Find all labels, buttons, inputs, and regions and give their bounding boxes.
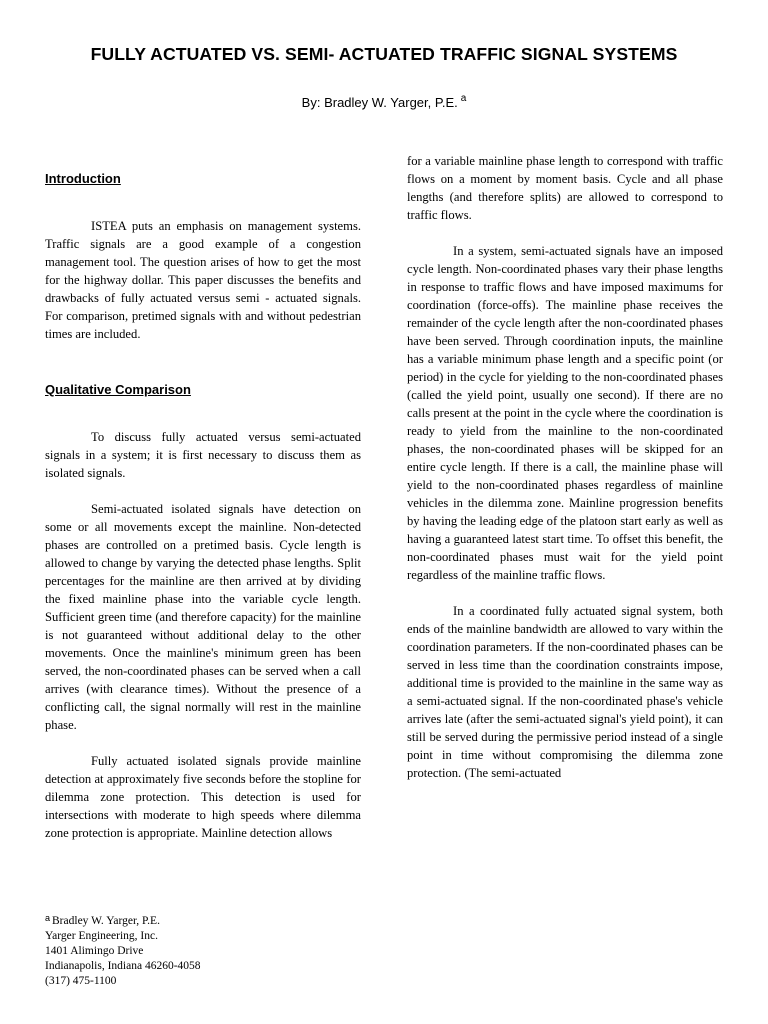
footnote-line-name <box>45 911 365 929</box>
footnote-city: Indianapolis, Indiana 46260-4058 <box>45 960 201 972</box>
paragraph-fully-actuated-isolated: Fully actuated isolated signals provide mainline detection at approximately five seconds before the stopline for dilemma zone protection. This detection is used for intersections with moderate to high speeds where dilemma zone protection is appropriate. Mainline detection allows <box>45 754 361 840</box>
footnote-street: 1401 Alimingo Drive <box>45 945 144 957</box>
paragraph-fully-actuated-system: In a coordinated fully actuated signal system, both ends of the mainline bandwidth are allowed to vary within the coordination parameters. If the non-coordinated phases can be served in less time than the coordination constraints impose, additional time is provided to the mainline in the same way as a semi-actuated signal. If the non-coordinated phase's vehicle arrives late (after the semi-actuated signal's yield point), it can still be served during the permissive period instead of a single point in time without compromising the dilemma zone protection. (The semi-actuated <box>407 604 723 780</box>
paragraph-semi-actuated-system: In a system, semi-actuated signals have an imposed cycle length. Non-coordinated phases vary their phase lengths in response to traffic flows and have imposed maximums for coordination (force-offs). The mainline phase receives the remainder of the cycle length after the non-coordinated phases have been served. Through coordination inputs, the mainline has a variable minimum phase length and a specific point (or period) in the cycle for yielding to the non-coordinated phases (called the yield point, usually one second). If there are no calls present at the point in the cycle where the coordination is ready to yield from the mainline to the non-coordinated phases, the non-coordinated phases will be skipped for an entire cycle length. If there is a call, the mainline phase will yield to the non-coordinated phases regardless of mainline vehicles in the dilemma zone. Mainline progression benefits by having the leading edge of the platoon start early as well as having a guaranteed latest start time. To offset this benefit, the non-coordinated phases must wait for the yield point regardless of the mainline traffic flows. <box>407 244 723 582</box>
paragraph-qualitative-1: To discuss fully actuated versus semi-actuated signals in a system; it is first necessary to discuss them as isolated signals. <box>45 430 361 480</box>
footnote-author: Bradley W. Yarger, P.E. <box>52 915 160 927</box>
section-heading-qualitative-comparison: Qualitative Comparison <box>45 382 191 397</box>
author-name: By: Bradley W. Yarger, P.E. <box>301 95 458 110</box>
right-column <box>407 152 723 782</box>
author-footnote <box>45 911 365 989</box>
section-heading-introduction: Introduction <box>45 171 121 186</box>
paragraph-semi-actuated-isolated: Semi-actuated isolated signals have detection on some or all movements except the mainline. Non-detected phases are controlled on a pretimed basis. Cycle length is allowed to change by varying the detected phase lengths. Split percentages for the mainline are then arrived at by dividing the fixed mainline phase into the variable cycle length. Sufficient green time (and therefore capacity) for the mainline is not guaranteed without additional delay to the other movements. Once the mainline's minimum green has been served, the non-coordinated phases can be served when a call arrives (with clearance times). Without the presence of a conflicting call, the signal normally will rest in the mainline phase. <box>45 502 361 732</box>
left-column <box>45 170 361 842</box>
footnote-marker: a <box>460 93 467 104</box>
footnote-mark: a <box>45 913 51 923</box>
footnote-phone: (317) 475-1100 <box>45 975 117 987</box>
paragraph-intro: ISTEA puts an emphasis on management systems. Traffic signals are a good example of a congestion management tool. The question arises of how to get the most for the highway dollar. This paper discusses the benefits and drawbacks of fully actuated versus semi - actuated signals. For comparison, pretimed signals with and without pedestrian times are included. <box>45 219 361 341</box>
byline <box>0 93 768 110</box>
page-title: FULLY ACTUATED VS. SEMI- ACTUATED TRAFFIC SIGNAL SYSTEMS <box>90 44 678 64</box>
paragraph-fully-actuated-isolated-continued: for a variable mainline phase length to correspond with traffic flows on a moment by moment basis. Cycle and all phase lengths (and therefore splits) are allowed to correspond to traffic flows. <box>407 154 723 222</box>
footnote-company: Yarger Engineering, Inc. <box>45 930 158 942</box>
